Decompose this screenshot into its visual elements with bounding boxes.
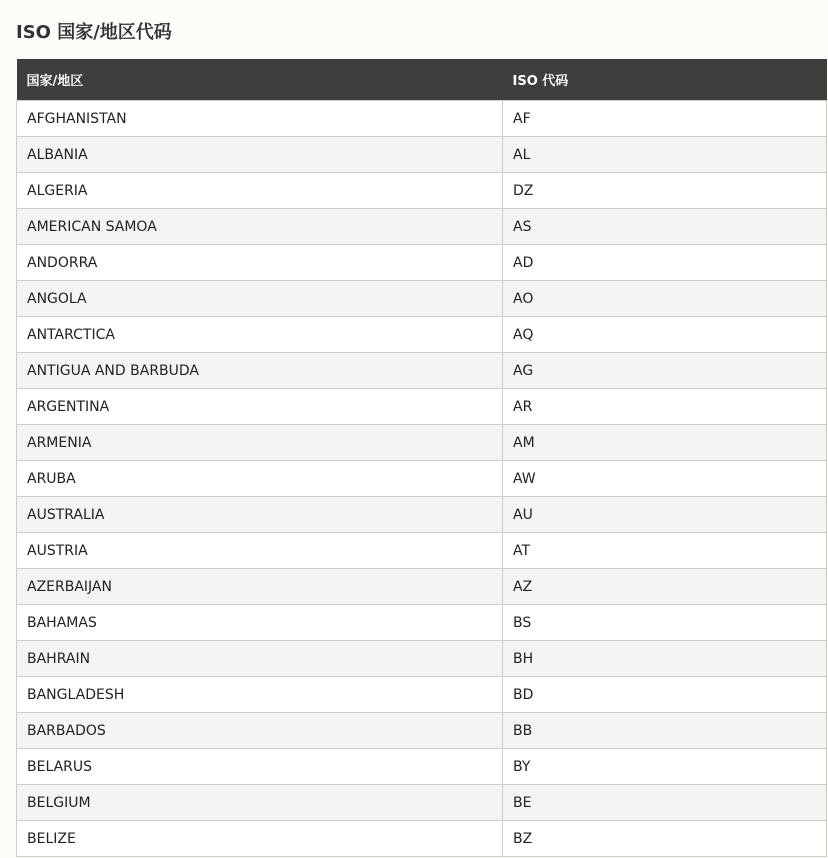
country-cell: ARUBA xyxy=(17,461,503,497)
iso-code-cell: AM xyxy=(503,425,827,461)
table-row xyxy=(17,389,827,425)
iso-code-cell: BS xyxy=(503,605,827,641)
iso-code-cell: BY xyxy=(503,749,827,785)
table-row xyxy=(17,137,827,173)
iso-code-cell: AF xyxy=(503,101,827,137)
table-header-row xyxy=(17,59,827,101)
table-row xyxy=(17,101,827,137)
table-body xyxy=(17,101,827,857)
iso-code-cell: AU xyxy=(503,497,827,533)
country-cell: ARGENTINA xyxy=(17,389,503,425)
iso-code-cell: AG xyxy=(503,353,827,389)
table-row xyxy=(17,317,827,353)
country-cell: ANDORRA xyxy=(17,245,503,281)
country-cell: BAHRAIN xyxy=(17,641,503,677)
iso-code-cell: AR xyxy=(503,389,827,425)
table-row xyxy=(17,821,827,857)
country-cell: BAHAMAS xyxy=(17,605,503,641)
country-cell: ALGERIA xyxy=(17,173,503,209)
page-title: ISO 国家/地区代码 xyxy=(16,22,172,43)
iso-code-cell: AW xyxy=(503,461,827,497)
country-cell: AZERBAIJAN xyxy=(17,569,503,605)
table-row xyxy=(17,497,827,533)
iso-code-cell: AL xyxy=(503,137,827,173)
table-row xyxy=(17,641,827,677)
table-row xyxy=(17,677,827,713)
iso-code-cell: AD xyxy=(503,245,827,281)
country-cell: AUSTRIA xyxy=(17,533,503,569)
country-cell: BANGLADESH xyxy=(17,677,503,713)
iso-code-cell: DZ xyxy=(503,173,827,209)
country-cell: ANTIGUA AND BARBUDA xyxy=(17,353,503,389)
table-row xyxy=(17,353,827,389)
table-row xyxy=(17,461,827,497)
country-cell: BARBADOS xyxy=(17,713,503,749)
table-row xyxy=(17,245,827,281)
table-row xyxy=(17,713,827,749)
iso-code-cell: BZ xyxy=(503,821,827,857)
country-cell: BELIZE xyxy=(17,821,503,857)
country-cell: ALBANIA xyxy=(17,137,503,173)
table-row xyxy=(17,533,827,569)
iso-code-cell: BE xyxy=(503,785,827,821)
country-cell: AUSTRALIA xyxy=(17,497,503,533)
country-cell: AMERICAN SAMOA xyxy=(17,209,503,245)
table-row xyxy=(17,425,827,461)
iso-code-cell: BB xyxy=(503,713,827,749)
table-row xyxy=(17,569,827,605)
table-header xyxy=(17,59,827,101)
iso-code-table xyxy=(16,59,827,857)
iso-code-cell: AZ xyxy=(503,569,827,605)
table-row xyxy=(17,209,827,245)
table-row xyxy=(17,173,827,209)
table-row xyxy=(17,281,827,317)
iso-code-cell: AT xyxy=(503,533,827,569)
header-country: 国家/地区 xyxy=(17,59,503,101)
table-row xyxy=(17,605,827,641)
iso-code-cell: AQ xyxy=(503,317,827,353)
header-iso-code: ISO 代码 xyxy=(503,59,827,101)
iso-code-cell: AO xyxy=(503,281,827,317)
country-cell: ARMENIA xyxy=(17,425,503,461)
table-row xyxy=(17,785,827,821)
country-cell: ANTARCTICA xyxy=(17,317,503,353)
country-cell: BELARUS xyxy=(17,749,503,785)
iso-code-cell: BD xyxy=(503,677,827,713)
country-cell: AFGHANISTAN xyxy=(17,101,503,137)
country-cell: BELGIUM xyxy=(17,785,503,821)
iso-code-cell: BH xyxy=(503,641,827,677)
table-row xyxy=(17,749,827,785)
iso-code-cell: AS xyxy=(503,209,827,245)
country-cell: ANGOLA xyxy=(17,281,503,317)
